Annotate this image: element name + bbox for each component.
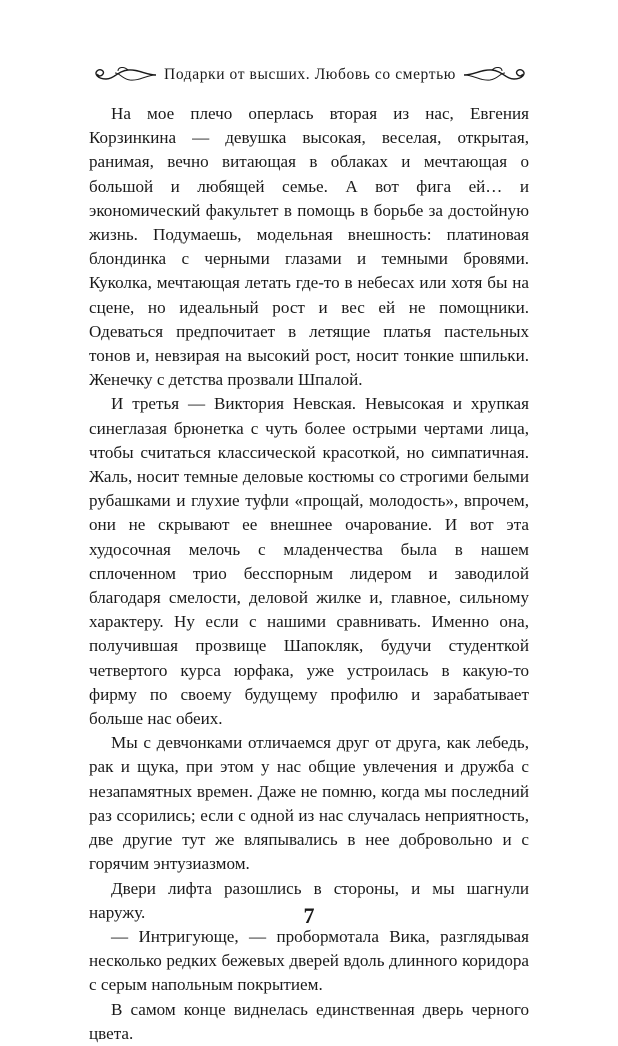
paragraph: В самом конце виднелась единственная дверь черного цвета.	[89, 999, 529, 1043]
paragraph: И третья — Виктория Невская. Невысокая и хрупкая синеглазая брюнетка с чуть более острыми чертами лица, чтобы считаться классической красоткой, но симпатичная. Жаль, носит темные деловые костюмы со строгими белыми рубашками и глухие туфли «прощай, молодость», впрочем, они не скрывают ее внешнее очарование. И вот эта худосочная мелочь с младенчества была в нашем сплоченном трио бесспорным лидером и заводилой благодаря смелости, деловой жилке и, главное, сильному характеру. Ну если с нашими сравнивать. Именно она, получившая прозвище Шапокляк, будучи студенткой четвертого курса юрфака, уже устроилась в какую-то фирму по своему будущему профилю и зарабатывает больше нас обеих.	[89, 394, 529, 729]
running-header	[60, 60, 560, 90]
header-title: Подарки от высших. Любовь со смертью	[164, 66, 456, 83]
paragraph: На мое плечо оперлась вторая из нас, Евгения Корзинкина — девушка высокая, веселая, открытая, ранимая, вечно витающая в облаках и мечтающая о большой и любящей семье. А вот фига ей… и экономический факультет в помощь в борьбе за достойную жизнь. Подумаешь, модельная внешность: платиновая блондинка с черными глазами и темными бровями. Куколка, мечтающая летать где-то в небесах или хотя бы на сцене, но идеальный рост и вес ей не помощники. Одеваться предпочитает в летящие платья пастельных тонов и, невзирая на высокий рост, носит тонкие шпильки. Женечку с детства прозвали Шпалой.	[89, 104, 529, 390]
paragraph: — Интригующе, — пробормотала Вика, разглядывая несколько редких бежевых дверей вдоль длинного коридора с серым напольным покрытием.	[89, 926, 529, 995]
paragraph: Мы с девчонками отличаемся друг от друга, как лебедь, рак и щука, при этом у нас общие увлечения и дружба с незапамятных времен. Даже не помню, когда мы последний раз ссорились; если с одной из нас случалась неприятность, две другие тут же вляпывались в нее добровольно и с горячим энтузиазмом.	[89, 733, 529, 874]
left-flourish-icon	[88, 64, 158, 86]
paragraph: Двери лифта разошлись в стороны, и мы шагнули наружу.	[89, 878, 529, 922]
right-flourish-icon	[462, 64, 532, 86]
page-number: 7	[303, 903, 315, 928]
